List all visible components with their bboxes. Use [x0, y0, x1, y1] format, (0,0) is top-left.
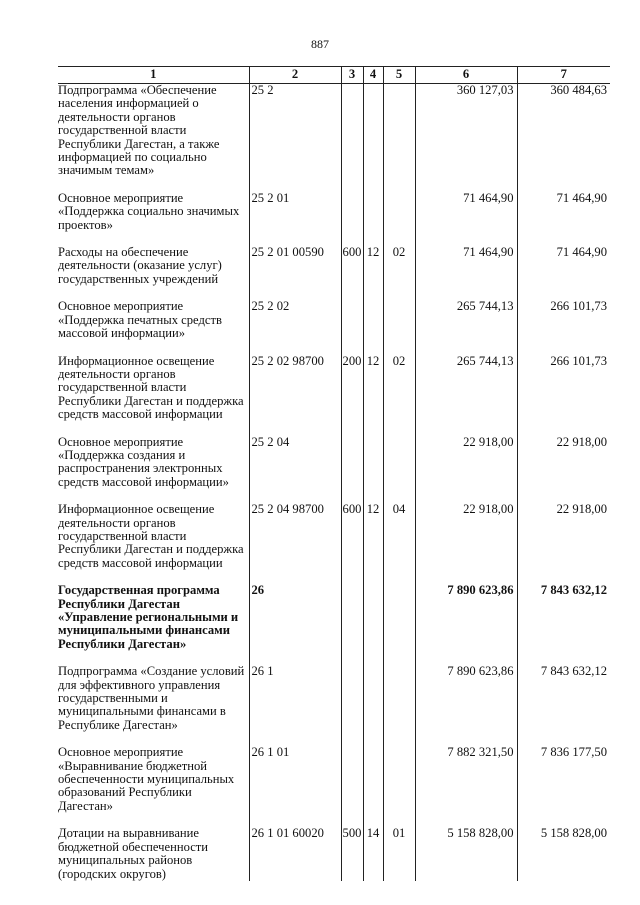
table-row	[58, 584, 610, 665]
row-col3	[341, 746, 363, 827]
row-value-6: 71 464,90	[415, 192, 517, 246]
row-value-6: 7 890 623,86	[415, 584, 517, 665]
row-value-6: 265 744,13	[415, 355, 517, 436]
column-header: 7	[517, 67, 610, 84]
column-header: 5	[383, 67, 415, 84]
table-row	[58, 355, 610, 436]
row-name: Дотации на выравнивание бюджетной обеспеченности муниципальных районов (городских округов)	[58, 826, 209, 881]
row-name: Информационное освещение деятельности органов государственной власти Республики Дагестан и поддержка средств массовой информации	[58, 502, 244, 570]
row-value-7: 266 101,73	[517, 300, 610, 354]
row-col4	[363, 300, 383, 354]
row-name: Основное мероприятие «Поддержка социально значимых проектов»	[58, 190, 240, 232]
row-code: 25 2 04	[249, 436, 341, 504]
row-name: Подпрограмма «Создание условий для эффективного управления государственными и муниципальными финансами в Республике Дагестан»	[58, 664, 245, 732]
row-value-7: 7 843 632,12	[517, 665, 610, 746]
table-header-row	[58, 67, 610, 84]
row-code: 25 2 02	[249, 300, 341, 354]
row-col4: 12	[363, 503, 383, 584]
row-code: 25 2 01	[249, 192, 341, 246]
row-value-6: 22 918,00	[415, 503, 517, 584]
row-col4	[363, 192, 383, 246]
table-row	[58, 827, 610, 881]
row-code: 26 1 01 60020	[249, 827, 341, 881]
row-col4	[363, 584, 383, 665]
row-col3	[341, 84, 363, 192]
row-col5: 02	[383, 355, 415, 436]
column-header: 2	[249, 67, 341, 84]
row-code: 25 2 02 98700	[249, 355, 341, 436]
column-header: 4	[363, 67, 383, 84]
row-name: Государственная программа Республики Дагестан «Управление региональными и муниципальными финансами Республики Дагестан»	[58, 583, 239, 651]
row-col5	[383, 84, 415, 192]
page-number: 887	[311, 37, 329, 51]
column-header: 3	[341, 67, 363, 84]
row-value-7: 266 101,73	[517, 355, 610, 436]
row-col4	[363, 746, 383, 827]
row-col5	[383, 746, 415, 827]
table-row	[58, 246, 610, 300]
table-row	[58, 436, 610, 504]
row-value-6: 71 464,90	[415, 246, 517, 300]
row-col4: 14	[363, 827, 383, 881]
row-col3	[341, 192, 363, 246]
row-name: Подпрограмма «Обеспечение населения информацией о деятельности органов государственной власти Республики Дагестан, а также информацией по социально значимым темам»	[58, 83, 220, 178]
row-code: 26 1	[249, 665, 341, 746]
row-col4	[363, 665, 383, 746]
column-header: 1	[58, 67, 249, 84]
row-name: Основное мероприятие «Поддержка создания и распространения электронных средств массовой информации»	[58, 434, 229, 489]
row-value-7: 360 484,63	[517, 84, 610, 192]
row-col3: 200	[341, 355, 363, 436]
row-col4: 12	[363, 246, 383, 300]
table-row	[58, 746, 610, 827]
table-row	[58, 192, 610, 246]
table-row	[58, 665, 610, 746]
row-code: 25 2 04 98700	[249, 503, 341, 584]
row-col4	[363, 436, 383, 504]
row-value-7: 71 464,90	[517, 192, 610, 246]
row-col3: 600	[341, 503, 363, 584]
row-value-7: 5 158 828,00	[517, 827, 610, 881]
row-name: Информационное освещение деятельности органов государственной власти Республики Дагестан и поддержка средств массовой информации	[58, 353, 244, 422]
row-code: 25 2	[249, 84, 341, 192]
row-name: Расходы на обеспечение деятельности (оказание услуг) государственных учреждений	[58, 245, 222, 286]
row-value-6: 7 890 623,86	[415, 665, 517, 746]
table-row	[58, 84, 610, 192]
row-col3: 600	[341, 246, 363, 300]
table-row	[58, 503, 610, 584]
row-code: 26	[249, 584, 341, 665]
row-name: Основное мероприятие «Поддержка печатных средств массовой информации»	[58, 299, 222, 341]
row-col5	[383, 436, 415, 504]
row-col4: 12	[363, 355, 383, 436]
row-col4	[363, 84, 383, 192]
row-col5	[383, 192, 415, 246]
row-value-7: 7 836 177,50	[517, 746, 610, 827]
row-col5: 04	[383, 503, 415, 584]
row-value-7: 22 918,00	[517, 436, 610, 504]
row-col3	[341, 436, 363, 504]
row-col5	[383, 300, 415, 354]
column-header: 6	[415, 67, 517, 84]
row-value-7: 22 918,00	[517, 503, 610, 584]
row-value-6: 5 158 828,00	[415, 827, 517, 881]
row-code: 26 1 01	[249, 746, 341, 827]
row-col5: 01	[383, 827, 415, 881]
row-col5: 02	[383, 246, 415, 300]
row-value-6: 360 127,03	[415, 84, 517, 192]
row-col3	[341, 300, 363, 354]
row-value-7: 71 464,90	[517, 246, 610, 300]
table-row	[58, 300, 610, 354]
row-col3	[341, 665, 363, 746]
row-col5	[383, 584, 415, 665]
row-value-7: 7 843 632,12	[517, 584, 610, 665]
row-col3: 500	[341, 827, 363, 881]
row-value-6: 7 882 321,50	[415, 746, 517, 827]
row-name: Основное мероприятие «Выравнивание бюджетной обеспеченности муниципальных образований Республики Дагестан»	[58, 745, 235, 813]
row-code: 25 2 01 00590	[249, 246, 341, 300]
budget-table	[58, 66, 610, 881]
row-value-6: 22 918,00	[415, 436, 517, 504]
row-col3	[341, 584, 363, 665]
row-col5	[383, 665, 415, 746]
row-value-6: 265 744,13	[415, 300, 517, 354]
